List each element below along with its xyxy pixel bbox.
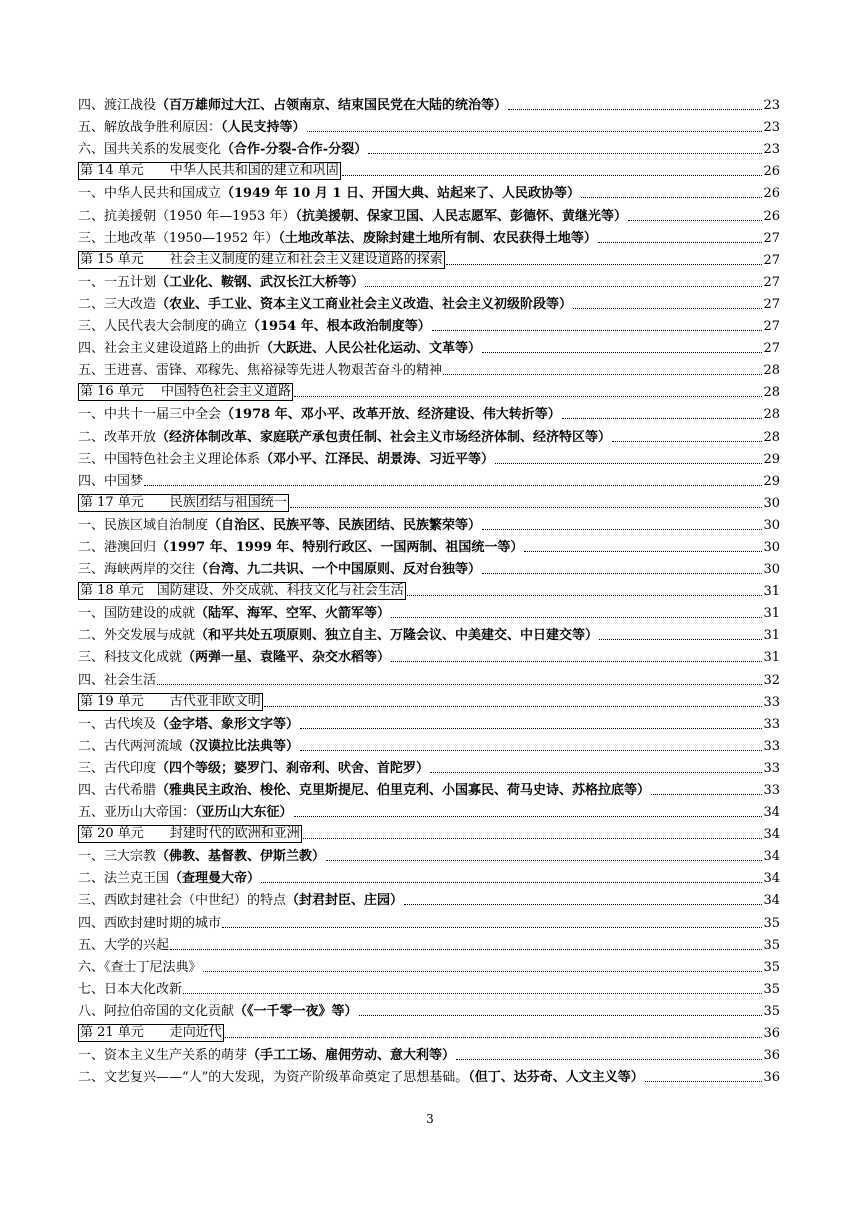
toc-entry-title: [78, 673, 156, 689]
toc-entry-text: 四、古代希腊: [78, 783, 157, 798]
toc-item[interactable]: [78, 711, 780, 733]
toc-entry-title: [78, 383, 293, 401]
toc-page-number: 35: [763, 915, 780, 931]
toc-item[interactable]: [78, 335, 780, 357]
toc-entry-text: 第 18 单元 国防建设、外交成就、科技文化与社会生活: [80, 583, 404, 599]
dot-leader: [290, 506, 763, 508]
dot-leader: [446, 263, 763, 265]
toc-entry-text: 五、王进喜、雷锋、邓稼先、焦裕禄等先进人物艰苦奋斗的精神: [78, 363, 443, 379]
toc-item[interactable]: [78, 909, 780, 931]
toc-entry-title: [78, 231, 597, 247]
toc-entry-title: [78, 628, 598, 644]
toc-page-number: 27: [763, 341, 780, 357]
toc-page-number: 30: [763, 562, 780, 578]
toc-entry-keywords: （手工工场、雇佣劳动、意大利等）: [247, 1048, 456, 1064]
toc-item[interactable]: [78, 887, 780, 909]
toc-entry-keywords: （台湾、九二共识、一个中国原则、反对台独等）: [195, 562, 482, 578]
dot-leader: [482, 572, 762, 574]
dot-leader: [495, 462, 762, 464]
toc-item[interactable]: [78, 423, 780, 445]
dot-leader: [368, 152, 762, 154]
toc-entry-keywords: （《一千零一夜》等）: [234, 1003, 358, 1019]
toc-entry-title: [78, 982, 182, 998]
dot-leader: [645, 1080, 763, 1082]
toc-entry-title: [78, 650, 390, 666]
toc-item[interactable]: [78, 733, 780, 755]
toc-entry-text: 二、抗美援朝（1950 年—1953 年）: [78, 208, 296, 224]
dot-leader: [562, 417, 763, 419]
toc-entry-keywords: （亚历山大东征）: [195, 805, 293, 821]
toc-entry-title: [78, 938, 169, 954]
toc-entry-keywords: （邓小平、江泽民、胡景涛、习近平等）: [260, 451, 495, 467]
toc-entry-title: [78, 849, 325, 865]
toc-entry-keywords: （土地改革法、废除封建土地所有制、农民获得土地等）: [278, 230, 597, 246]
toc-entry-keywords: （合作-分裂-合作-分裂）: [221, 142, 368, 158]
dot-leader: [612, 440, 762, 442]
dot-leader: [456, 1058, 762, 1060]
toc-entry-keywords: （百万雄师过大江、占领南京、结束国民党在大陆的统治等）: [156, 98, 508, 114]
toc-item[interactable]: [78, 622, 780, 644]
toc-item[interactable]: [78, 291, 780, 313]
toc-entry-text: 二、文艺复兴——“人”的大发现，为资产阶级革命奠定了思想基础。: [78, 1070, 469, 1086]
toc-entry-keywords: （1997 年、1999 年、特别行政区、一国两制、祖国统一等）: [156, 539, 524, 555]
toc-entry-text: 二、三大改造: [78, 296, 157, 312]
toc-page-number: 34: [763, 827, 780, 843]
dot-leader: [651, 793, 762, 795]
toc-entry-keywords: （抗美援朝、保家卫国、人民志愿军、彭德怀、黄继光等）: [295, 208, 627, 224]
table-of-contents: [78, 92, 780, 1086]
toc-item[interactable]: [78, 114, 780, 136]
toc-entry-title: [78, 319, 431, 335]
dot-leader: [326, 859, 762, 861]
toc-item[interactable]: [78, 534, 780, 556]
toc-page-number: 34: [763, 893, 780, 909]
toc-page-number: 36: [763, 1048, 780, 1064]
toc-entry-title: [78, 916, 221, 932]
toc-entry-text: 一、中共十一届三中全会: [78, 407, 222, 423]
toc-page-number: 31: [763, 606, 780, 622]
dot-leader: [508, 108, 762, 110]
toc-entry-text: 第 21 单元 走向近代: [80, 1025, 222, 1041]
toc-entry-keywords: （陆军、海军、空军、火箭军等）: [195, 606, 391, 622]
toc-entry-title: [78, 562, 481, 578]
toc-item[interactable]: [78, 269, 780, 291]
toc-item[interactable]: [78, 755, 780, 777]
toc-page-number: 31: [763, 650, 780, 666]
toc-entry-title: [78, 142, 367, 158]
toc-entry-keywords: （查理曼大帝）: [169, 871, 261, 887]
toc-page-number: 33: [763, 694, 780, 710]
toc-entry-title: [78, 540, 523, 556]
toc-item[interactable]: [78, 556, 780, 578]
dot-leader: [294, 395, 763, 397]
toc-page-number: 35: [763, 937, 780, 953]
toc-entry-text: 一、中华人民共和国成立: [78, 186, 222, 202]
toc-entry-text: 六、国共关系的发展变化: [78, 142, 222, 158]
toc-entry-text: 四、中国梦: [78, 473, 144, 489]
toc-entry-text: 五、解放战争胜利原因：: [78, 120, 222, 136]
dot-leader: [170, 948, 762, 950]
toc-page-number: 36: [763, 1026, 780, 1042]
toc-item[interactable]: [78, 512, 780, 534]
dot-leader: [573, 307, 762, 309]
toc-entry-title: [78, 717, 299, 733]
toc-entry-title: [78, 693, 263, 711]
toc-entry-text: 二、外交发展与成就: [78, 628, 196, 644]
toc-item[interactable]: [78, 998, 780, 1020]
toc-page-number: 29: [763, 451, 780, 467]
toc-item[interactable]: [78, 954, 780, 976]
toc-entry-text: 四、渡江战役: [78, 98, 157, 114]
toc-item[interactable]: [78, 1064, 780, 1086]
toc-entry-title: [78, 209, 627, 225]
dot-leader: [359, 1014, 763, 1016]
toc-entry-title: [78, 739, 299, 755]
toc-page-number: 28: [763, 407, 780, 423]
toc-entry-keywords: （但丁、达芬奇、人文主义等）: [468, 1070, 644, 1086]
toc-entry-keywords: （1978 年、邓小平、改革开放、经济建设、伟大转折等）: [221, 407, 561, 423]
dot-leader: [524, 550, 762, 552]
toc-entry-title: [78, 363, 442, 379]
toc-entry-text: 三、土地改革（1950—1952 年）: [78, 230, 279, 246]
toc-page-number: 36: [763, 1070, 780, 1086]
toc-page-number: 23: [763, 142, 780, 158]
dot-leader: [482, 351, 762, 353]
toc-entry-title: [78, 341, 481, 357]
toc-page-number: 30: [763, 495, 780, 511]
toc-entry-keywords: （工业化、鞍钢、武汉长江大桥等）: [156, 274, 365, 290]
toc-entry-keywords: （1949 年 10 月 1 日、开国大典、站起来了、人民政协等）: [221, 186, 580, 202]
toc-entry-text: 三、人民代表大会制度的确立: [78, 319, 248, 335]
toc-entry-title: [78, 162, 341, 180]
dot-leader: [430, 771, 762, 773]
dot-leader: [157, 683, 762, 685]
toc-entry-text: 第 20 单元 封建时代的欧洲和亚洲: [80, 826, 300, 842]
toc-entry-title: [78, 606, 390, 622]
toc-page-number: 23: [763, 120, 780, 136]
toc-entry-text: 五、大学的兴起: [78, 937, 170, 953]
dot-leader: [303, 837, 763, 839]
dot-leader: [443, 373, 762, 375]
toc-page-number: 27: [763, 230, 780, 246]
dot-leader: [407, 594, 763, 596]
toc-page-number: 26: [763, 186, 780, 202]
toc-entry-title: [78, 893, 403, 909]
toc-entry-text: 一、三大宗教: [78, 849, 157, 865]
toc-page-number: 29: [763, 473, 780, 489]
toc-entry-title: [78, 494, 289, 512]
toc-entry-title: [78, 186, 580, 202]
toc-page-number: 32: [763, 672, 780, 688]
toc-entry-title: [78, 825, 302, 843]
dot-leader: [144, 484, 762, 486]
toc-entry-title: [78, 407, 561, 423]
toc-item[interactable]: [78, 401, 780, 423]
toc-entry-text: 三、西欧封建社会（中世纪）的特点: [78, 893, 287, 909]
toc-item[interactable]: [78, 446, 780, 468]
toc-entry-title: [78, 1004, 358, 1020]
dot-leader: [307, 130, 763, 132]
toc-entry-title: [78, 761, 429, 777]
toc-page-number: 31: [763, 584, 780, 600]
toc-item[interactable]: [78, 932, 780, 954]
toc-entry-text: 二、港澳回归: [78, 539, 157, 555]
toc-entry-text: 一、一五计划: [78, 274, 157, 290]
toc-page-number: 27: [763, 296, 780, 312]
toc-entry-title: [78, 120, 306, 136]
dot-leader: [300, 727, 762, 729]
toc-entry-text: 四、社会主义建设道路上的曲折: [78, 341, 261, 357]
toc-entry-text: 四、西欧封建时期的城市: [78, 915, 222, 931]
toc-unit-heading[interactable]: [78, 689, 780, 711]
toc-item[interactable]: [78, 865, 780, 887]
toc-entry-keywords: （金字塔、象形文字等）: [156, 716, 300, 732]
toc-item[interactable]: [78, 180, 780, 202]
toc-entry-text: 一、资本主义生产关系的萌芽: [78, 1048, 248, 1064]
toc-item[interactable]: [78, 799, 780, 821]
toc-entry-text: 三、中国特色社会主义理论体系: [78, 451, 261, 467]
toc-page-number: 27: [763, 252, 780, 268]
toc-page-number: 23: [763, 98, 780, 114]
toc-entry-keywords: （农业、手工业、资本主义工商业社会主义改造、社会主义初级阶段等）: [156, 296, 573, 312]
toc-item[interactable]: [78, 468, 780, 490]
toc-unit-heading[interactable]: [78, 379, 780, 401]
toc-page-number: 28: [763, 429, 780, 445]
toc-page-number: 30: [763, 539, 780, 555]
toc-entry-text: 三、科技文化成就: [78, 650, 183, 666]
toc-item[interactable]: [78, 357, 780, 379]
toc-entry-text: 七、日本大化改新: [78, 981, 183, 997]
toc-entry-keywords: （自治区、民族平等、民族团结、民族繁荣等）: [208, 517, 482, 533]
toc-entry-title: [78, 1070, 644, 1086]
dot-leader: [225, 1036, 763, 1038]
toc-item[interactable]: [78, 313, 780, 335]
dot-leader: [300, 749, 762, 751]
toc-entry-title: [78, 1048, 455, 1064]
toc-entry-title: [78, 582, 406, 600]
toc-entry-title: [78, 960, 202, 976]
toc-unit-heading[interactable]: [78, 1020, 780, 1042]
toc-entry-title: [78, 275, 364, 291]
toc-page-number: 34: [763, 849, 780, 865]
toc-entry-title: [78, 452, 494, 468]
toc-entry-text: 第 14 单元 中华人民共和国的建立和巩固: [80, 163, 339, 179]
toc-unit-heading[interactable]: [78, 821, 780, 843]
toc-entry-text: 第 19 单元 古代亚非欧文明: [80, 693, 261, 709]
toc-entry-text: 二、法兰克王国: [78, 871, 170, 887]
toc-page-number: 35: [763, 981, 780, 997]
toc-item[interactable]: [78, 136, 780, 158]
toc-page-number: 33: [763, 738, 780, 754]
toc-unit-heading[interactable]: [78, 490, 780, 512]
toc-entry-text: 第 17 单元 民族团结与祖国统一: [80, 494, 287, 510]
toc-entry-text: 一、国防建设的成就: [78, 606, 196, 622]
toc-item[interactable]: [78, 976, 780, 998]
toc-entry-keywords: （雅典民主政治、梭伦、克里斯提尼、伯里克利、小国寡民、荷马史诗、苏格拉底等）: [156, 783, 651, 798]
toc-page-number: 27: [763, 319, 780, 335]
toc-page-number: 35: [763, 1003, 780, 1019]
toc-page-number: 30: [763, 517, 780, 533]
toc-entry-text: 六、《查士丁尼法典》: [78, 959, 202, 975]
dot-leader: [391, 616, 762, 618]
toc-entry-text: 八、阿拉伯帝国的文化贡献: [78, 1003, 235, 1019]
toc-item[interactable]: [78, 92, 780, 114]
dot-leader: [404, 903, 762, 905]
dot-leader: [432, 329, 763, 331]
toc-page-number: 28: [763, 385, 780, 401]
toc-unit-heading[interactable]: [78, 578, 780, 600]
toc-entry-text: 第 15 单元 社会主义制度的建立和社会主义建设道路的探索: [80, 251, 443, 267]
toc-page-number: 26: [763, 208, 780, 224]
toc-entry-title: [78, 430, 611, 446]
toc-entry-keywords: （两弹一星、袁隆平、杂交水稻等）: [182, 650, 391, 666]
toc-entry-text: 五、亚历山大帝国：: [78, 805, 196, 821]
page-number: 3: [426, 1112, 434, 1126]
toc-entry-title: [78, 251, 445, 269]
toc-entry-text: 一、民族区域自治制度: [78, 517, 209, 533]
dot-leader: [294, 815, 763, 817]
dot-leader: [628, 219, 763, 221]
toc-entry-title: [78, 805, 293, 821]
dot-leader: [203, 970, 763, 972]
toc-item[interactable]: [78, 225, 780, 247]
toc-page-number: 33: [763, 783, 780, 798]
toc-entry-keywords: （和平共处五项原则、独立自主、万隆会议、中美建交、中日建交等）: [195, 628, 599, 644]
toc-page-number: 33: [763, 716, 780, 732]
toc-item[interactable]: [78, 1042, 780, 1064]
dot-leader: [482, 528, 762, 530]
toc-page-number: 27: [763, 274, 780, 290]
toc-page-number: 31: [763, 628, 780, 644]
toc-entry-title: [78, 871, 260, 887]
toc-entry-text: 一、古代埃及: [78, 716, 157, 732]
toc-item[interactable]: [78, 202, 780, 224]
toc-entry-title: [78, 518, 481, 534]
toc-unit-heading[interactable]: [78, 247, 780, 269]
toc-entry-keywords: （经济体制改革、家庭联产承包责任制、社会主义市场经济体制、经济特区等）: [156, 429, 612, 445]
dot-leader: [261, 881, 762, 883]
dot-leader: [183, 992, 762, 994]
dot-leader: [599, 638, 762, 640]
dot-leader: [391, 660, 762, 662]
toc-entry-text: 第 16 单元 中国特色社会主义道路: [80, 384, 291, 400]
toc-item[interactable]: [78, 644, 780, 666]
toc-entry-keywords: （大跃进、人民公社化运动、文革等）: [260, 341, 482, 357]
toc-entry-keywords: （封君封臣、庄园）: [286, 893, 404, 909]
toc-entry-keywords: （1954 年、根本政治制度等）: [247, 319, 431, 335]
toc-item[interactable]: [78, 843, 780, 865]
toc-entry-keywords: （四个等级；婆罗门、刹帝利、吠舍、首陀罗）: [156, 760, 430, 776]
toc-item[interactable]: [78, 666, 780, 688]
toc-entry-title: [78, 474, 143, 490]
toc-page-number: 34: [763, 805, 780, 821]
toc-entry-text: 四、社会生活: [78, 672, 157, 688]
toc-entry-text: 二、改革开放: [78, 429, 157, 445]
toc-unit-heading[interactable]: [78, 158, 780, 180]
toc-entry-text: 二、古代两河流域: [78, 738, 183, 754]
toc-page-number: 35: [763, 959, 780, 975]
toc-entry-text: 三、海峡两岸的交往: [78, 562, 196, 578]
dot-leader: [598, 241, 763, 243]
toc-entry-title: [78, 98, 507, 114]
toc-entry-keywords: （汉谟拉比法典等）: [182, 738, 300, 754]
toc-entry-keywords: （佛教、基督教、伊斯兰教）: [156, 849, 326, 865]
dot-leader: [264, 705, 763, 707]
toc-page-number: 26: [763, 164, 780, 180]
dot-leader: [342, 174, 763, 176]
toc-page-number: 28: [763, 363, 780, 379]
toc-entry-title: [78, 1024, 224, 1042]
toc-item[interactable]: [78, 777, 780, 799]
toc-page-number: 34: [763, 871, 780, 887]
toc-entry-title: [78, 297, 572, 313]
toc-entry-keywords: （人民支持等）: [221, 120, 306, 136]
dot-leader: [222, 926, 762, 928]
dot-leader: [581, 196, 762, 198]
toc-entry-text: 三、古代印度: [78, 760, 157, 776]
toc-entry-title: [78, 783, 650, 799]
toc-page-number: 33: [763, 760, 780, 776]
dot-leader: [365, 285, 762, 287]
toc-item[interactable]: [78, 600, 780, 622]
